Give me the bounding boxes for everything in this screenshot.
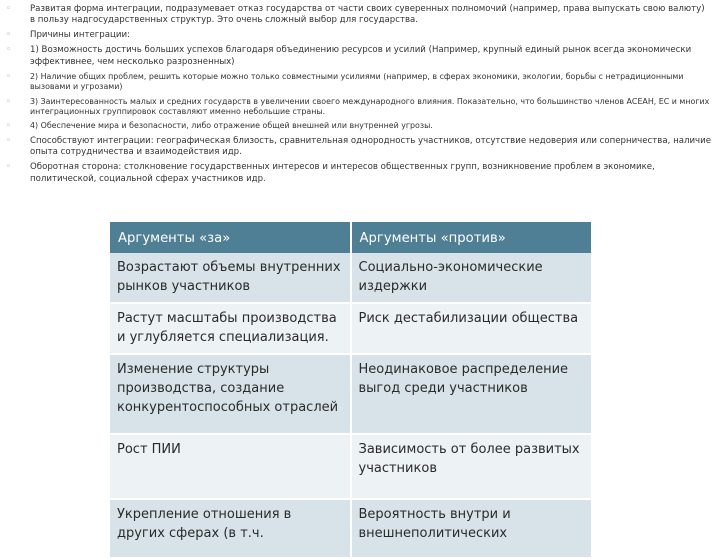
bullet-text: Причины интеграции: [30, 30, 130, 41]
cell-pro: Возрастают объемы внутренних рынков участников [110, 253, 351, 303]
bullet-text: 1) Возможность достичь больших успехов благодаря объединению ресурсов и усилий (Например, крупный единый рынок всегда экономически эффективнее, чем несколько разрозненных) [30, 45, 692, 67]
table-row [110, 303, 591, 354]
bullet-marker-icon: ◦ [6, 96, 12, 107]
header-pro: Аргументы «за» [110, 222, 351, 253]
cell-pro: Укрепление отношения в других сферах (в т.ч. [110, 499, 351, 558]
bullet-text: Способствуют интеграции: географическая близость, сравнительная однородность участников, отсутствие недоверия или соперничества, наличие опыта сотрудничества и взаимодействия идр. [30, 135, 711, 158]
cell-contra: Зависимость от более развитых участников [351, 434, 592, 499]
bullet-marker-icon: ◦ [6, 30, 12, 41]
arguments-table [110, 222, 591, 559]
cell-pro: Изменение структуры производства, создание конкурентоспособных отраслей [110, 354, 351, 434]
bullet-item [6, 4, 712, 27]
table-row [110, 434, 591, 499]
bullet-text: 4) Обеспечение мира и безопасности, либо отражение общей внешней или внутренней угрозы. [30, 121, 433, 131]
bullet-item [6, 162, 712, 185]
bullet-item [6, 121, 712, 132]
cell-pro: Растут масштабы производства и углубляется специализация. [110, 303, 351, 354]
bullet-text: 3) Заинтересованность малых и средних государств в увеличении своего международного влияния. Показательно, что большинство членов АСЕАН, ЕС и многих интеграционных группировок составляют именно небольшие страны. [30, 96, 710, 117]
bullet-marker-icon: ◦ [6, 162, 12, 173]
bullet-text: Оборотная сторона: столкновение государственных интересов и интересов общественных групп, возникновение проблем в экономике, политической, социальной сферах участников идр. [30, 162, 655, 184]
table-row [110, 253, 591, 303]
bullet-marker-icon: ◦ [6, 71, 12, 82]
table-header-row [110, 222, 591, 253]
bullet-text: 2) Наличие общих проблем, решить которые можно только совместными усилиями (например, в сферах экономики, экологии, борьбы с нетрадиционными вызовами и угрозами) [30, 71, 684, 92]
bullet-marker-icon: ◦ [6, 4, 12, 14]
cell-contra: Социально-экономические издержки [351, 253, 592, 303]
table-row [110, 354, 591, 434]
header-contra: Аргументы «против» [351, 222, 592, 253]
cell-contra: Вероятность внутри и внешнеполитических [351, 499, 592, 558]
bullet-marker-icon: ◦ [6, 45, 12, 56]
cell-pro: Рост ПИИ [110, 434, 351, 499]
bullet-item [6, 30, 712, 41]
bullet-item [6, 97, 712, 118]
bullet-item [6, 72, 712, 93]
bullet-marker-icon: ◦ [6, 121, 12, 132]
bullet-marker-icon: ◦ [6, 135, 12, 146]
bullet-text: Развитая форма интеграции, подразумевает отказ государства от части своих суверенных полномочий (например, права выпускать свою валюту) в пользу надгосударственных структур. Это очень сложный выбор для государства. [30, 4, 705, 26]
bullet-item [6, 136, 712, 159]
cell-contra: Неодинаковое распределение выгод среди участников [351, 354, 592, 434]
cell-contra: Риск дестабилизации общества [351, 303, 592, 354]
bullet-item [6, 45, 712, 68]
bullet-list [6, 4, 712, 189]
table-row [110, 499, 591, 558]
